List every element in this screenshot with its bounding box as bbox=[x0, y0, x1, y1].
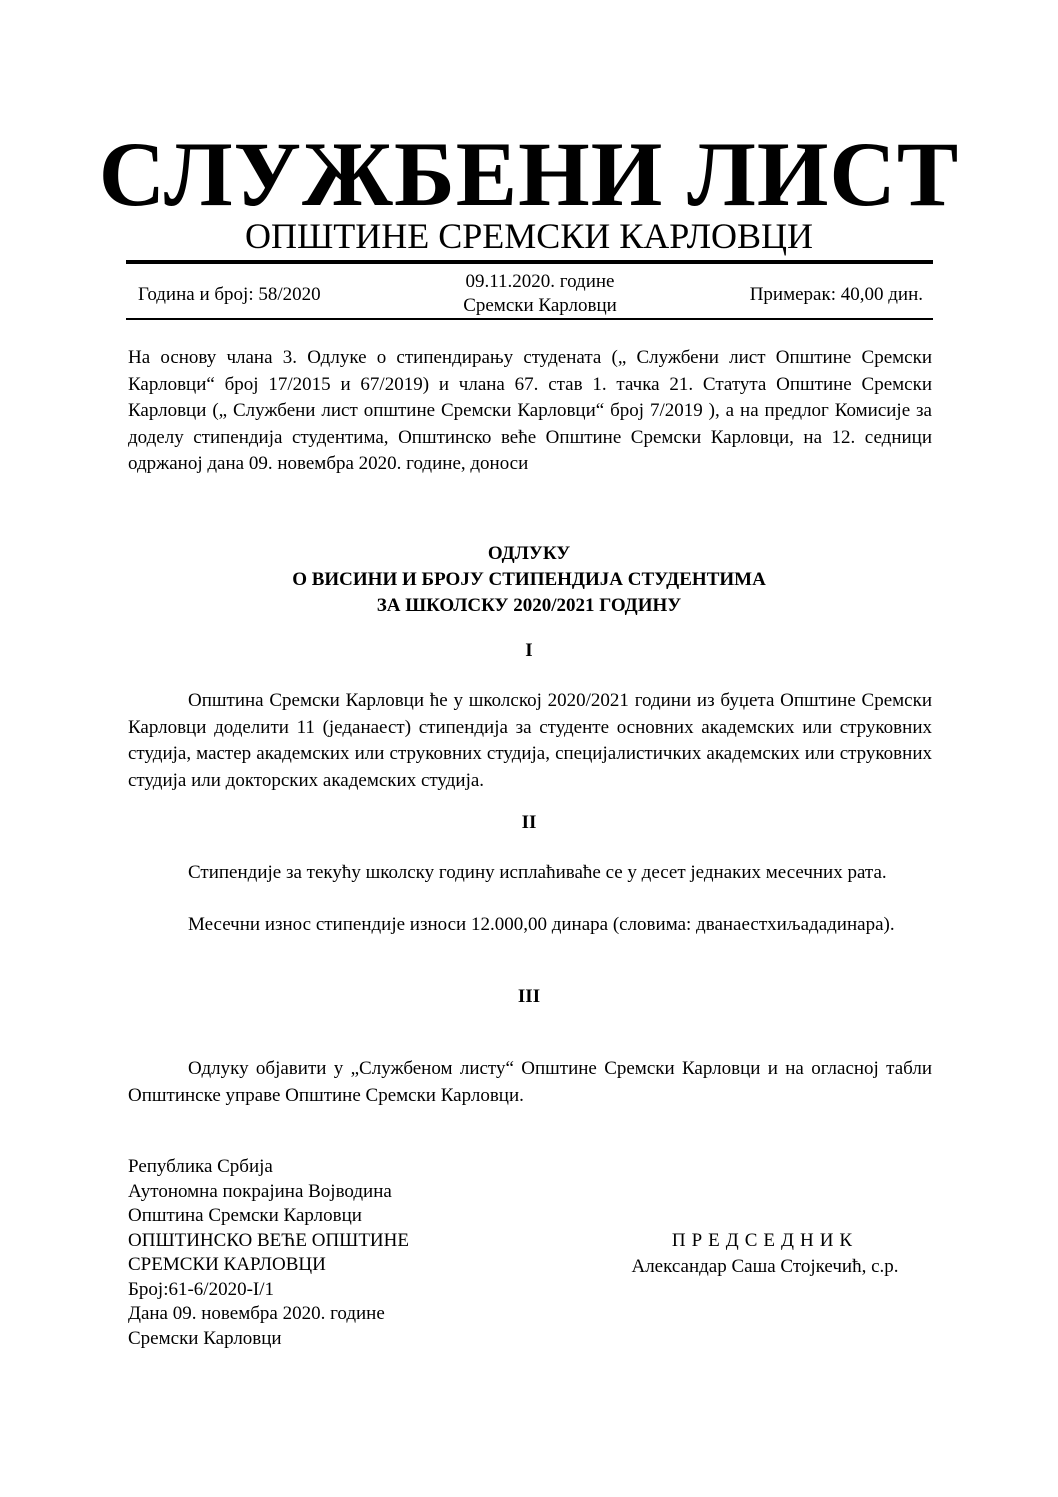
issue-price: Примерак: 40,00 дин. bbox=[749, 284, 923, 305]
document-number: Број:61-6/2020-I/1 bbox=[128, 1278, 275, 1300]
issue-place: Сремски Карловци bbox=[463, 295, 617, 316]
decision-title-line-3: ЗА ШКОЛСКУ 2020/2021 ГОДИНУ bbox=[376, 595, 682, 616]
decision-title-line-1: ОДЛУКУ bbox=[487, 543, 571, 564]
section-2-text-2: Месечни износ стипендије износи 12.000,00 динара (словима: дванаестхиљададинара). bbox=[188, 914, 895, 935]
president-title: ПРЕДСЕДНИК bbox=[671, 1230, 859, 1251]
issue-year-number: Година и број: 58/2020 bbox=[138, 284, 321, 305]
header-rule-bottom bbox=[126, 318, 933, 320]
section-3-text: Одлуку објавити у „Службеном листу“ Општине Сремски Карловци и на огласној табли Општинске управе Општине Сремски Карловци. bbox=[128, 1058, 932, 1106]
section-heading-2: II bbox=[521, 812, 537, 833]
section-1-text: Општина Сремски Карловци ће у школској 2020/2021 години из буџета Општине Сремски Карловци доделити 11 (једанаест) стипендија за студенте основних академских или струковних студија, мастер академских или струковних студија, специјалистичких академских или струковних студија или докторских академских студија. bbox=[128, 690, 932, 791]
section-heading-3: III bbox=[517, 986, 541, 1007]
header-rule-top bbox=[126, 260, 933, 264]
president-name: Александар Саша Стојкечић, с.р. bbox=[631, 1256, 899, 1277]
section-2-text-1: Стипендије за текућу школску годину исплаћиваће се у десет једнаких месечних рата. bbox=[188, 862, 887, 883]
issuer-block bbox=[128, 1155, 409, 1351]
issuer-line-5: СРЕМСКИ КАРЛОВЦИ bbox=[128, 1254, 326, 1275]
issue-date: 09.11.2020. године bbox=[465, 271, 615, 292]
document-date: Дана 09. новембра 2020. године bbox=[128, 1303, 385, 1324]
gazette-title: СЛУЖБЕНИ ЛИСТ bbox=[98, 123, 960, 225]
issuer-line-3: Општина Сремски Карловци bbox=[128, 1205, 362, 1226]
document-place: Сремски Карловци bbox=[128, 1327, 282, 1349]
gazette-subtitle: ОПШТИНЕ СРЕМСКИ КАРЛОВЦИ bbox=[244, 216, 814, 256]
issuer-line-2: Аутономна покрајина Војводина bbox=[128, 1180, 392, 1202]
decision-title-line-2: О ВИСИНИ И БРОЈУ СТИПЕНДИЈА СТУДЕНТИМА bbox=[292, 569, 766, 590]
preamble-paragraph: На основу члана 3. Одлуке о стипендирању студената („ Службени лист Општине Сремски Карловци“ број 17/2015 и 67/2019) и члана 67. став 1. тачка 21. Статута Општине Сремски Карловци („ Службени лист општине Сремски Карловци“ број 7/2019 ), а на предлог Комисије за доделу стипендија студентима, Општинско веће Општине Сремски Карловци, на 12. седници одржаној дана 09. новембра 2020. године, доноси bbox=[128, 347, 932, 474]
issuer-line-4: ОПШТИНСКО ВЕЋЕ ОПШТИНЕ bbox=[128, 1229, 409, 1251]
section-heading-1: I bbox=[525, 640, 533, 661]
issue-date-place bbox=[400, 270, 680, 318]
president-signature bbox=[600, 1228, 930, 1280]
issuer-line-1: Република Србија bbox=[128, 1156, 273, 1177]
decision-title bbox=[0, 541, 1058, 619]
